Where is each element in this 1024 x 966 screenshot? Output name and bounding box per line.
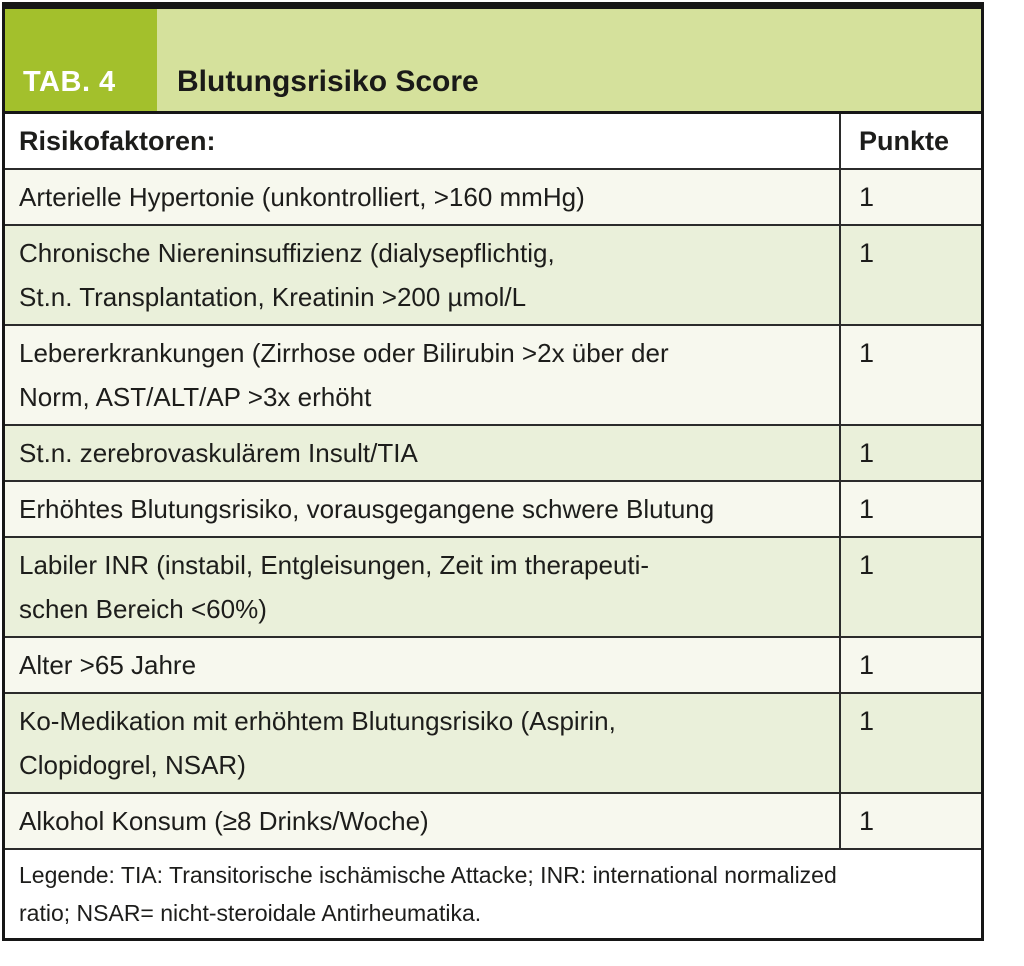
points-value: 1	[859, 806, 875, 836]
table-row	[5, 482, 981, 538]
table-row	[5, 794, 981, 850]
points-cell	[841, 170, 981, 224]
table-legend	[5, 850, 981, 938]
risk-factor-line: Chronische Niereninsuffizienz (dialysepflichtig,	[19, 238, 555, 268]
points-value: 1	[859, 238, 875, 268]
points-cell	[841, 226, 981, 324]
risk-factor-line: Alter >65 Jahre	[19, 650, 197, 680]
table-number-badge	[5, 9, 157, 111]
points-column-header: Punkte	[859, 126, 950, 156]
risk-factor-cell	[5, 482, 841, 536]
table-title	[157, 65, 479, 111]
points-cell	[841, 482, 981, 536]
top-accent-bar	[2, 2, 984, 9]
points-value: 1	[859, 706, 875, 736]
points-value: 1	[859, 438, 875, 468]
table-row	[5, 426, 981, 482]
risk-factor-cell	[5, 794, 841, 848]
risk-factors-column-header: Risikofaktoren:	[5, 114, 841, 168]
points-value: 1	[859, 338, 875, 368]
risk-factor-line: Ko-Medikation mit erhöhtem Blutungsrisiko (Aspirin,	[19, 706, 616, 736]
risk-factor-cell	[5, 326, 841, 424]
risk-factor-line: Norm, AST/ALT/AP >3x erhöht	[19, 382, 372, 412]
risk-factor-cell	[5, 538, 841, 636]
risk-factor-cell	[5, 426, 841, 480]
table-title-text: Blutungsrisiko Score	[177, 65, 479, 98]
points-value: 1	[859, 650, 875, 680]
table-row	[5, 326, 981, 426]
points-cell	[841, 638, 981, 692]
points-value: 1	[859, 494, 875, 524]
points-cell	[841, 426, 981, 480]
risk-factor-line: St.n. zerebrovaskulärem Insult/TIA	[19, 438, 418, 468]
legend-line: ratio; NSAR= nicht-steroidale Antirheumatika.	[19, 900, 482, 926]
risk-factor-line: Arterielle Hypertonie (unkontrolliert, >160 mmHg)	[19, 182, 585, 212]
table-row	[5, 538, 981, 638]
table-frame	[2, 9, 984, 941]
legend-line: Legende: TIA: Transitorische ischämische Attacke; INR: international normalized	[19, 862, 837, 888]
risk-factor-line: Labiler INR (instabil, Entgleisungen, Zeit im therapeuti-	[19, 550, 650, 580]
risk-factor-cell	[5, 226, 841, 324]
column-header-row	[5, 114, 981, 170]
table-card	[2, 2, 984, 941]
points-cell	[841, 538, 981, 636]
risk-factor-cell	[5, 170, 841, 224]
risk-factor-line: Erhöhtes Blutungsrisiko, vorausgegangene schwere Blutung	[19, 494, 715, 524]
points-cell	[841, 794, 981, 848]
table-row	[5, 638, 981, 694]
risk-factor-cell	[5, 638, 841, 692]
table-row	[5, 226, 981, 326]
points-value: 1	[859, 182, 875, 212]
points-value: 1	[859, 550, 875, 580]
risk-factor-line: Clopidogrel, NSAR)	[19, 750, 246, 780]
table-header-band	[5, 9, 981, 114]
risk-factor-cell	[5, 694, 841, 792]
table-row	[5, 694, 981, 794]
risk-factor-line: schen Bereich <60%)	[19, 594, 267, 624]
risk-factor-line: St.n. Transplantation, Kreatinin >200 µmol/L	[19, 282, 527, 312]
risk-factor-line: Lebererkrankungen (Zirrhose oder Bilirubin >2x über der	[19, 338, 669, 368]
points-cell	[841, 694, 981, 792]
points-cell	[841, 326, 981, 424]
risk-factor-line: Alkohol Konsum (≥8 Drinks/Woche)	[19, 806, 429, 836]
table-row	[5, 170, 981, 226]
table-number-label: TAB. 4	[23, 66, 116, 98]
